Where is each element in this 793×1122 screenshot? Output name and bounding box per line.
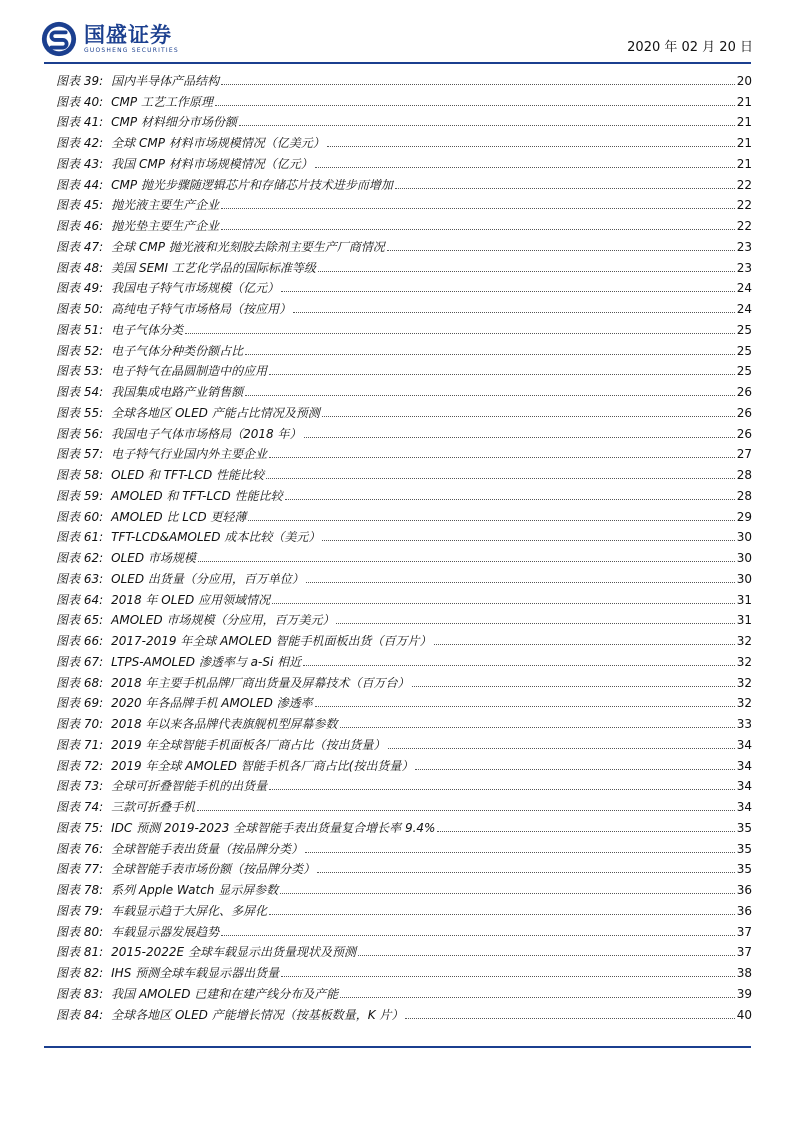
toc-dot-leader (315, 167, 735, 168)
toc-entry-page: 21 (736, 94, 752, 109)
toc-entry-title: 国内半导体产品结构 (111, 73, 220, 88)
toc-entry-number: 图表 54: (56, 385, 104, 399)
toc-entry-title: 三款可折叠手机 (111, 800, 196, 814)
toc-entry-title: 电子气体分种类份额占比 (111, 343, 244, 358)
toc-entry[interactable] (56, 130, 752, 151)
toc-entry-page: 25 (736, 364, 752, 379)
toc-entry-title: 我国集成电路产业销售额 (111, 385, 244, 399)
toc-entry[interactable] (56, 400, 752, 421)
toc-dot-leader (272, 603, 735, 604)
toc-dot-leader (285, 499, 735, 500)
toc-dot-leader (239, 125, 735, 126)
toc-entry-title: 我国电子特气市场规模（亿元） (111, 281, 280, 296)
toc-entry[interactable] (56, 608, 752, 629)
toc-dot-leader (317, 872, 735, 873)
toc-entry-page: 35 (736, 862, 752, 877)
toc-entry-number: 图表 78: (56, 883, 104, 897)
toc-dot-leader (281, 976, 735, 977)
toc-entry-number: 图表 57: (56, 447, 104, 462)
toc-entry-number: 图表 43: (56, 156, 104, 171)
toc-entry-page: 26 (736, 385, 752, 399)
toc-entry-number: 图表 47: (56, 239, 104, 254)
toc-entry-number: 图表 49: (56, 281, 104, 296)
toc-entry-title: 抛光液主要生产企业 (111, 198, 220, 213)
toc-dot-leader (322, 416, 735, 417)
toc-entry-page: 40 (736, 1007, 752, 1022)
toc-entry[interactable] (56, 379, 752, 400)
toc-entry-number: 图表 82: (56, 966, 104, 980)
toc-entry[interactable] (56, 545, 752, 566)
toc-dot-leader (303, 665, 735, 666)
toc-entry-page: 37 (736, 945, 752, 960)
logo-mark-icon (40, 20, 78, 58)
toc-entry[interactable] (56, 359, 752, 380)
toc-entry[interactable] (56, 1002, 752, 1023)
toc-entry-page: 32 (736, 675, 752, 690)
toc-entry-page: 39 (736, 986, 752, 1001)
toc-entry-title: 2015-2022E 全球车载显示出货量现状及预测 (111, 945, 356, 960)
toc-entry-page: 27 (736, 447, 752, 462)
toc-dot-leader (269, 914, 735, 915)
toc-entry-number: 图表 62: (56, 551, 104, 565)
toc-dot-leader (269, 789, 735, 790)
toc-entry-title: AMOLED 市场规模（分应用，百万美元） (111, 613, 335, 628)
toc-entry-page: 30 (736, 571, 752, 586)
toc-entry[interactable] (56, 794, 752, 815)
toc-entry[interactable] (56, 628, 752, 649)
toc-dot-leader (388, 748, 735, 749)
toc-entry-page: 34 (736, 737, 752, 752)
toc-entry-page: 24 (736, 281, 752, 296)
toc-dot-leader (269, 374, 735, 375)
toc-entry-page: 21 (736, 136, 752, 150)
toc-entry-number: 图表 80: (56, 924, 104, 939)
toc-entry[interactable] (56, 919, 752, 940)
logo-english-name: GUOSHENG SECURITIES (84, 47, 179, 54)
toc-entry-number: 图表 81: (56, 945, 104, 960)
toc-entry[interactable] (56, 898, 752, 919)
toc-entry[interactable] (56, 691, 752, 712)
toc-entry-page: 26 (736, 426, 752, 441)
toc-dot-leader (405, 1018, 734, 1019)
toc-dot-leader (387, 250, 735, 251)
toc-entry[interactable] (56, 483, 752, 504)
toc-entry-page: 31 (736, 592, 752, 607)
toc-entry-title: 2019 年全球 AMOLED 智能手机各厂商占比(按出货量） (111, 758, 414, 773)
toc-entry-page: 35 (736, 820, 752, 835)
toc-entry-number: 图表 45: (56, 198, 104, 213)
toc-entry[interactable] (56, 877, 752, 898)
toc-entry-number: 图表 74: (56, 800, 104, 814)
toc-entry-title: OLED 市场规模 (111, 551, 196, 565)
toc-entry-page: 24 (736, 302, 752, 316)
toc-entry-page: 32 (736, 634, 752, 648)
toc-dot-leader (318, 271, 735, 272)
toc-entry-number: 图表 55: (56, 405, 104, 420)
toc-dot-leader (198, 561, 735, 562)
toc-dot-leader (221, 208, 735, 209)
toc-entry-number: 图表 83: (56, 986, 104, 1001)
toc-entry[interactable] (56, 255, 752, 276)
toc-dot-leader (415, 769, 734, 770)
toc-entry-page: 22 (736, 177, 752, 192)
toc-dot-leader (305, 852, 735, 853)
toc-entry[interactable] (56, 732, 752, 753)
toc-entry-title: 车载显示趋于大屏化、多屏化 (111, 903, 268, 918)
toc-entry[interactable] (56, 504, 752, 525)
toc-entry-title: 2020 年各品牌手机 AMOLED 渗透率 (111, 696, 313, 711)
report-date: 2020 年 02 月 20 日 (627, 40, 753, 55)
toc-entry-number: 图表 40: (56, 94, 104, 109)
toc-entry-number: 图表 72: (56, 758, 104, 773)
toc-entry-number: 图表 67: (56, 654, 104, 669)
toc-entry-number: 图表 58: (56, 468, 104, 482)
toc-entry-page: 30 (736, 551, 752, 565)
toc-dot-leader (269, 457, 735, 458)
toc-entry-title: CMP 抛光步骤随逻辑芯片和存储芯片技术进步而增加 (111, 177, 393, 192)
toc-entry[interactable] (56, 774, 752, 795)
toc-entry-number: 图表 41: (56, 115, 104, 130)
toc-entry-number: 图表 51: (56, 322, 104, 337)
toc-entry-title: 我国电子气体市场格局（2018 年） (111, 426, 302, 441)
toc-entry-title: 2018 年 OLED 应用领域情况 (111, 592, 271, 607)
toc-entry-number: 图表 61: (56, 530, 104, 545)
toc-entry-number: 图表 64: (56, 592, 104, 607)
toc-entry[interactable] (56, 836, 752, 857)
toc-entry[interactable] (56, 296, 752, 317)
toc-entry-number: 图表 46: (56, 219, 104, 233)
toc-entry[interactable] (56, 172, 752, 193)
toc-entry-page: 28 (736, 468, 752, 482)
toc-entry-page: 23 (736, 260, 752, 275)
toc-entry-page: 25 (736, 322, 752, 337)
toc-entry[interactable] (56, 68, 752, 89)
toc-entry-page: 36 (736, 903, 752, 918)
toc-entry-title: 2017-2019 年全球 AMOLED 智能手机面板出货（百万片） (111, 634, 432, 648)
logo-chinese-name: 国盛证券 (84, 23, 172, 47)
toc-entry-number: 图表 56: (56, 426, 104, 441)
toc-dot-leader (245, 395, 735, 396)
toc-entry[interactable] (56, 525, 752, 546)
toc-entry-title: 车载显示器发展趋势 (111, 924, 220, 939)
toc-entry[interactable] (56, 711, 752, 732)
toc-entry-number: 图表 73: (56, 779, 104, 794)
toc-entry[interactable] (56, 815, 752, 836)
toc-entry-title: 我国 CMP 材料市场规模情况（亿元） (111, 156, 313, 171)
toc-entry[interactable] (56, 587, 752, 608)
toc-entry-page: 33 (736, 717, 752, 731)
toc-entry-title: 我国 AMOLED 已建和在建产线分布及产能 (111, 986, 339, 1001)
toc-entry-title: AMOLED 和 TFT-LCD 性能比较 (111, 488, 283, 503)
toc-dot-leader (266, 478, 735, 479)
toc-entry-page: 34 (736, 800, 752, 814)
toc-entry-number: 图表 76: (56, 841, 104, 856)
toc-entry-number: 图表 59: (56, 488, 104, 503)
toc-entry-number: 图表 48: (56, 260, 104, 275)
toc-entry-page: 22 (736, 198, 752, 213)
toc-entry-title: 全球智能手表出货量（按品牌分类） (111, 841, 304, 856)
toc-dot-leader (215, 105, 735, 106)
footer-divider (44, 1046, 751, 1048)
toc-entry-page: 38 (736, 966, 752, 980)
toc-dot-leader (221, 935, 735, 936)
toc-entry-title: OLED 出货量（分应用，百万单位） (111, 571, 304, 586)
toc-entry[interactable] (56, 960, 752, 981)
toc-dot-leader (336, 623, 734, 624)
toc-entry-page: 34 (736, 758, 752, 773)
toc-dot-leader (281, 291, 735, 292)
toc-entry-number: 图表 42: (56, 136, 104, 150)
toc-dot-leader (185, 333, 735, 334)
toc-entry-title: OLED 和 TFT-LCD 性能比较 (111, 468, 265, 482)
company-logo (40, 20, 179, 58)
toc-entry-number: 图表 66: (56, 634, 104, 648)
toc-dot-leader (248, 520, 734, 521)
toc-entry-title: 电子特气行业国内外主要企业 (111, 447, 268, 462)
toc-entry-page: 21 (736, 115, 752, 130)
toc-entry-title: IDC 预测 2019-2023 全球智能手表出货量复合增长率 9.4% (111, 820, 436, 835)
toc-entry-page: 26 (736, 405, 752, 420)
toc-entry[interactable] (56, 338, 752, 359)
toc-entry-page: 22 (736, 219, 752, 233)
toc-entry-title: 全球各地区 OLED 产能增长情况（按基板数量，K 片） (111, 1007, 404, 1022)
toc-entry-title: 抛光垫主要生产企业 (111, 219, 220, 233)
toc-entry-title: CMP 工艺工作原理 (111, 94, 213, 109)
toc-entry-page: 35 (736, 841, 752, 856)
toc-dot-leader (412, 686, 735, 687)
toc-entry-number: 图表 63: (56, 571, 104, 586)
toc-entry[interactable] (56, 442, 752, 463)
toc-dot-leader (293, 312, 735, 313)
toc-dot-leader (306, 582, 735, 583)
toc-entry-number: 图表 39: (56, 73, 104, 88)
toc-entry[interactable] (56, 670, 752, 691)
toc-dot-leader (327, 146, 735, 147)
toc-entry[interactable] (56, 276, 752, 297)
toc-entry-number: 图表 75: (56, 820, 104, 835)
toc-entry-title: 全球各地区 OLED 产能占比情况及预测 (111, 405, 320, 420)
toc-entry[interactable] (56, 940, 752, 961)
toc-dot-leader (315, 706, 735, 707)
toc-entry[interactable] (56, 151, 752, 172)
toc-entry-title: 全球 CMP 抛光液和光刻胶去除剂主要生产厂商情况 (111, 239, 385, 254)
toc-entry-title: 电子特气在晶圆制造中的应用 (111, 364, 268, 379)
toc-entry-title: 电子气体分类 (111, 322, 184, 337)
toc-entry-title: 全球智能手表市场份额（按品牌分类） (111, 862, 316, 877)
toc-entry-number: 图表 69: (56, 696, 104, 711)
toc-entry-page: 23 (736, 239, 752, 254)
toc-entry-number: 图表 68: (56, 675, 104, 690)
toc-entry-page: 37 (736, 924, 752, 939)
header-divider (44, 62, 751, 64)
toc-dot-leader (322, 540, 734, 541)
toc-dot-leader (340, 997, 734, 998)
toc-entry-number: 图表 53: (56, 364, 104, 379)
toc-entry[interactable] (56, 857, 752, 878)
toc-entry-page: 36 (736, 883, 752, 897)
toc-entry-page: 30 (736, 530, 752, 545)
toc-dot-leader (221, 229, 735, 230)
toc-entry-title: CMP 材料细分市场份额 (111, 115, 237, 130)
figure-list (56, 68, 752, 1023)
toc-entry-title: 美国 SEMI 工艺化学品的国际标准等级 (111, 260, 316, 275)
toc-entry-number: 图表 44: (56, 177, 104, 192)
toc-entry-title: 2018 年主要手机品牌厂商出货量及屏幕技术（百万台） (111, 675, 410, 690)
toc-dot-leader (340, 727, 735, 728)
toc-entry[interactable] (56, 317, 752, 338)
toc-entry-title: 2018 年以来各品牌代表旗舰机型屏幕参数 (111, 717, 338, 731)
toc-dot-leader (437, 831, 734, 832)
toc-dot-leader (304, 437, 735, 438)
toc-entry[interactable] (56, 193, 752, 214)
toc-entry-number: 图表 65: (56, 613, 104, 628)
toc-dot-leader (280, 893, 735, 894)
toc-dot-leader (395, 188, 735, 189)
toc-entry[interactable] (56, 462, 752, 483)
toc-entry-number: 图表 60: (56, 509, 104, 524)
toc-entry-page: 34 (736, 779, 752, 794)
toc-entry[interactable] (56, 234, 752, 255)
toc-dot-leader (221, 84, 735, 85)
toc-dot-leader (358, 955, 735, 956)
toc-entry-number: 图表 50: (56, 302, 104, 316)
toc-entry-page: 32 (736, 696, 752, 711)
toc-entry[interactable] (56, 421, 752, 442)
toc-entry-page: 32 (736, 654, 752, 669)
toc-entry-number: 图表 52: (56, 343, 104, 358)
toc-entry[interactable] (56, 981, 752, 1002)
toc-entry-number: 图表 70: (56, 717, 104, 731)
toc-entry-title: 全球可折叠智能手机的出货量 (111, 779, 268, 794)
toc-entry-title: 2019 年全球智能手机面板各厂商占比（按出货量） (111, 737, 386, 752)
toc-entry-page: 28 (736, 488, 752, 503)
toc-entry-number: 图表 79: (56, 903, 104, 918)
toc-dot-leader (434, 644, 735, 645)
toc-entry-page: 29 (736, 509, 752, 524)
toc-entry-page: 31 (736, 613, 752, 628)
toc-entry[interactable] (56, 566, 752, 587)
page-header (40, 20, 753, 60)
toc-entry-title: TFT-LCD&AMOLED 成本比较（美元） (111, 530, 321, 545)
toc-dot-leader (245, 354, 735, 355)
toc-entry-title: IHS 预测全球车载显示器出货量 (111, 966, 280, 980)
toc-entry-number: 图表 84: (56, 1007, 104, 1022)
toc-entry-title: 全球 CMP 材料市场规模情况（亿美元） (111, 136, 325, 150)
toc-dot-leader (197, 810, 735, 811)
toc-entry-page: 21 (736, 156, 752, 171)
toc-entry-title: LTPS-AMOLED 渗透率与 a-Si 相近 (111, 654, 302, 669)
toc-entry-number: 图表 71: (56, 737, 104, 752)
toc-entry[interactable] (56, 753, 752, 774)
toc-entry[interactable] (56, 213, 752, 234)
toc-entry-page: 25 (736, 343, 752, 358)
toc-entry[interactable] (56, 110, 752, 131)
toc-entry-title: 系列 Apple Watch 显示屏参数 (111, 883, 279, 897)
toc-entry-title: 高纯电子特气市场格局（按应用） (111, 302, 292, 316)
toc-entry[interactable] (56, 649, 752, 670)
toc-entry[interactable] (56, 89, 752, 110)
toc-entry-number: 图表 77: (56, 862, 104, 877)
toc-entry-title: AMOLED 比 LCD 更轻薄 (111, 509, 247, 524)
toc-entry-page: 20 (736, 73, 752, 88)
